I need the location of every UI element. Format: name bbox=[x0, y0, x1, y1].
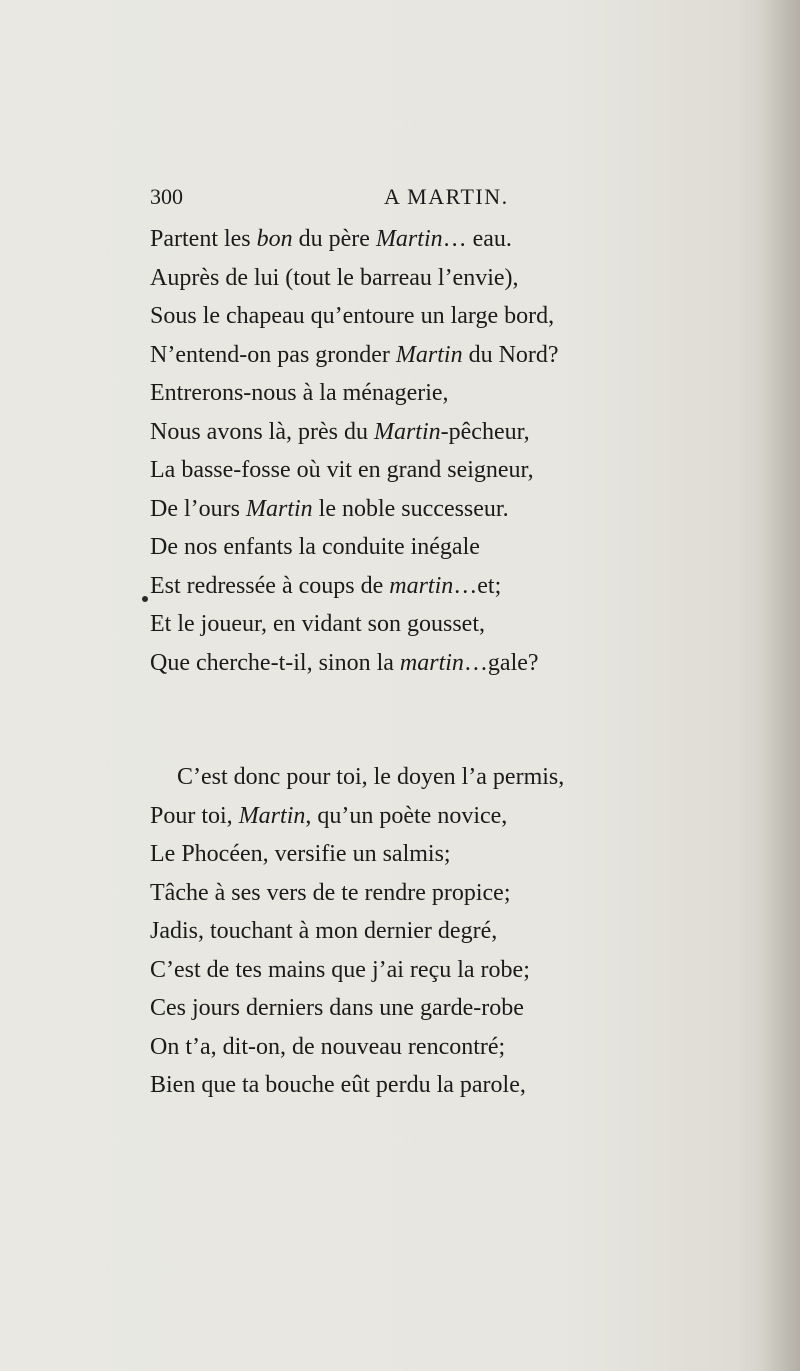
verse-line bbox=[150, 797, 670, 836]
verse-line bbox=[150, 374, 670, 413]
verse-italic-text: Martin bbox=[238, 802, 306, 829]
verse-line bbox=[150, 1028, 670, 1067]
verse-text: De l’ours bbox=[150, 495, 246, 522]
verse-text: Bien que ta bouche eût perdu la parole, bbox=[150, 1072, 526, 1098]
verse-italic-text: Martin bbox=[375, 226, 443, 252]
verse-italic-text: Martin bbox=[373, 418, 441, 445]
verse-line bbox=[150, 1066, 670, 1105]
verse-text: Et le joueur, en vidant son gousset, bbox=[150, 611, 485, 637]
running-title: A MARTIN. bbox=[384, 184, 509, 209]
verse-line bbox=[150, 758, 670, 797]
verse-line bbox=[150, 605, 670, 644]
verse-text: le noble successeur. bbox=[312, 495, 509, 522]
verse-text: -pêcheur, bbox=[440, 418, 530, 445]
verse-text: Nous avons là, près du bbox=[150, 418, 374, 445]
verse-line bbox=[150, 336, 670, 375]
verse-line bbox=[150, 835, 670, 874]
verse-text: De nos enfants la conduite inégale bbox=[150, 534, 480, 560]
ink-dot-mark bbox=[142, 596, 148, 602]
verse-text: Que cherche-t-il, sinon la bbox=[150, 649, 400, 676]
page-edge-shadow bbox=[760, 0, 800, 1371]
verse-text: C’est donc pour toi, le doyen l’a permis, bbox=[177, 764, 565, 790]
verse-text: …gale? bbox=[463, 649, 539, 676]
poem-stanza-1 bbox=[150, 220, 670, 682]
verse-line bbox=[150, 413, 670, 452]
verse-text: N’entend-on pas gronder bbox=[150, 341, 396, 368]
verse-text: du Nord? bbox=[462, 341, 559, 368]
verse-text: Auprès de lui (tout le barreau l’envie), bbox=[150, 264, 519, 291]
verse-italic-text: Martin bbox=[395, 341, 463, 368]
verse-line bbox=[150, 490, 670, 529]
verse-text: Partent les bbox=[150, 226, 257, 252]
verse-text: La basse-fosse où vit en grand seigneur, bbox=[150, 457, 534, 483]
verse-line bbox=[150, 951, 670, 990]
verse-text: On t’a, dit-on, de nouveau rencontré; bbox=[150, 1033, 506, 1060]
verse-text: Est redressée à coups de bbox=[150, 572, 390, 599]
verse-text: Tâche à ses vers de te rendre propice; bbox=[150, 879, 511, 906]
verse-italic-text: martin bbox=[399, 649, 464, 676]
verse-line bbox=[150, 989, 670, 1028]
verse-text: Pour toi, bbox=[150, 802, 239, 829]
verse-italic-text: bon bbox=[256, 226, 293, 252]
verse-line bbox=[150, 644, 670, 683]
verse-text: Ces jours derniers dans une garde-robe bbox=[150, 995, 524, 1021]
verse-text: …et; bbox=[453, 572, 502, 599]
verse-text: Le Phocéen, versifie un salmis; bbox=[150, 841, 451, 867]
verse-line bbox=[150, 451, 670, 490]
verse-text: , qu’un poète novice, bbox=[305, 802, 508, 829]
verse-text: Sous le chapeau qu’entoure un large bord, bbox=[150, 303, 555, 329]
verse-line bbox=[150, 259, 670, 298]
verse-text: … eau. bbox=[442, 226, 512, 252]
poem-stanza-2 bbox=[150, 758, 670, 1105]
page-header bbox=[150, 180, 670, 216]
verse-text: Entrerons-nous à la ménagerie, bbox=[150, 380, 449, 406]
verse-line bbox=[150, 912, 670, 951]
verse-italic-text: martin bbox=[389, 572, 454, 599]
verse-italic-text: Martin bbox=[245, 495, 313, 522]
verse-line bbox=[150, 567, 670, 606]
verse-line bbox=[150, 220, 670, 259]
verse-text: du père bbox=[292, 226, 376, 252]
verse-text: Jadis, touchant à mon dernier degré, bbox=[150, 918, 498, 944]
verse-line bbox=[150, 297, 670, 336]
verse-line bbox=[150, 874, 670, 913]
page-number: 300 bbox=[150, 184, 183, 209]
verse-text: C’est de tes mains que j’ai reçu la robe; bbox=[150, 956, 530, 983]
verse-line bbox=[150, 528, 670, 567]
